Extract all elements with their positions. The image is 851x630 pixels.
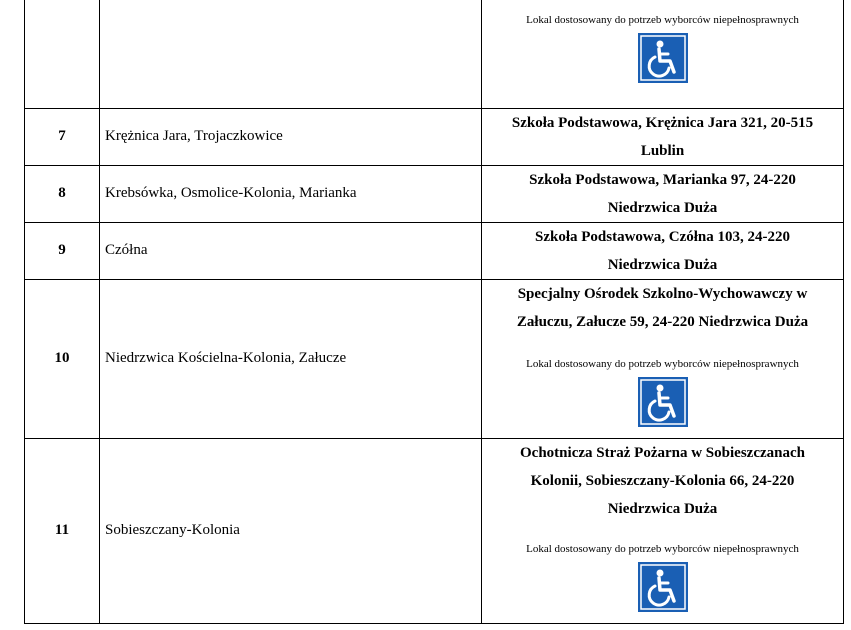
district-number: 10: [25, 279, 100, 438]
address-line: Szkoła Podstawowa, Krężnica Jara 321, 20-515: [511, 114, 814, 131]
district-area: Krężnica Jara, Trojaczkowice: [100, 108, 482, 165]
table-row: [25, 108, 844, 165]
wheelchair-accessibility-icon: [638, 562, 688, 612]
district-area: Niedrzwica Kościelna-Kolonia, Załucze: [100, 279, 482, 438]
district-area: Czółna: [100, 222, 482, 279]
polling-station-cell: [482, 222, 844, 279]
polling-districts-table: [24, 0, 844, 624]
address-line: Ochotnicza Straż Pożarna w Sobieszczanach: [520, 444, 805, 461]
address-line: Szkoła Podstawowa, Czółna 103, 24-220: [534, 228, 790, 245]
address-line: Lublin: [640, 142, 685, 159]
address-line: Specjalny Ośrodek Szkolno-Wychowawczy w: [517, 285, 808, 302]
address-line: Szkoła Podstawowa, Marianka 97, 24-220: [529, 171, 796, 188]
table-row: [25, 165, 844, 222]
address-line: Niedrzwica Duża: [607, 199, 718, 216]
polling-station-cell: [482, 438, 844, 623]
address-line: Niedrzwica Duża: [607, 500, 718, 517]
table-row: [25, 279, 844, 438]
district-area: Krebsówka, Osmolice-Kolonia, Marianka: [100, 165, 482, 222]
table-row: [25, 438, 844, 623]
accessibility-note: Lokal dostosowany do potrzeb wyborców niepełnosprawnych: [526, 542, 799, 555]
district-area: Sobieszczany-Kolonia: [100, 438, 482, 623]
polling-station-cell: [482, 108, 844, 165]
table-row: [25, 222, 844, 279]
district-number: [25, 0, 100, 108]
accessibility-note: Lokal dostosowany do potrzeb wyborców niepełnosprawnych: [526, 357, 799, 370]
polling-station-address: [482, 109, 843, 165]
district-number: 11: [25, 438, 100, 623]
polling-station-cell: [482, 0, 844, 108]
wheelchair-accessibility-icon: [638, 377, 688, 427]
district-number: 9: [25, 222, 100, 279]
polling-station-address: [482, 439, 843, 523]
address-line: Kolonii, Sobieszczany-Kolonia 66, 24-220: [530, 472, 795, 489]
accessibility-note: Lokal dostosowany do potrzeb wyborców niepełnosprawnych: [526, 13, 799, 26]
table-row: [25, 0, 844, 108]
polling-station-address: [482, 280, 843, 336]
polling-station-address: [482, 223, 843, 279]
wheelchair-accessibility-icon: [638, 33, 688, 83]
polling-station-address: [482, 166, 843, 222]
address-line: Załuczu, Załucze 59, 24-220 Niedrzwica Duża: [516, 313, 809, 330]
district-number: 7: [25, 108, 100, 165]
address-line: Niedrzwica Duża: [607, 256, 718, 273]
district-number: 8: [25, 165, 100, 222]
polling-station-cell: [482, 279, 844, 438]
district-area: [100, 0, 482, 108]
polling-station-cell: [482, 165, 844, 222]
